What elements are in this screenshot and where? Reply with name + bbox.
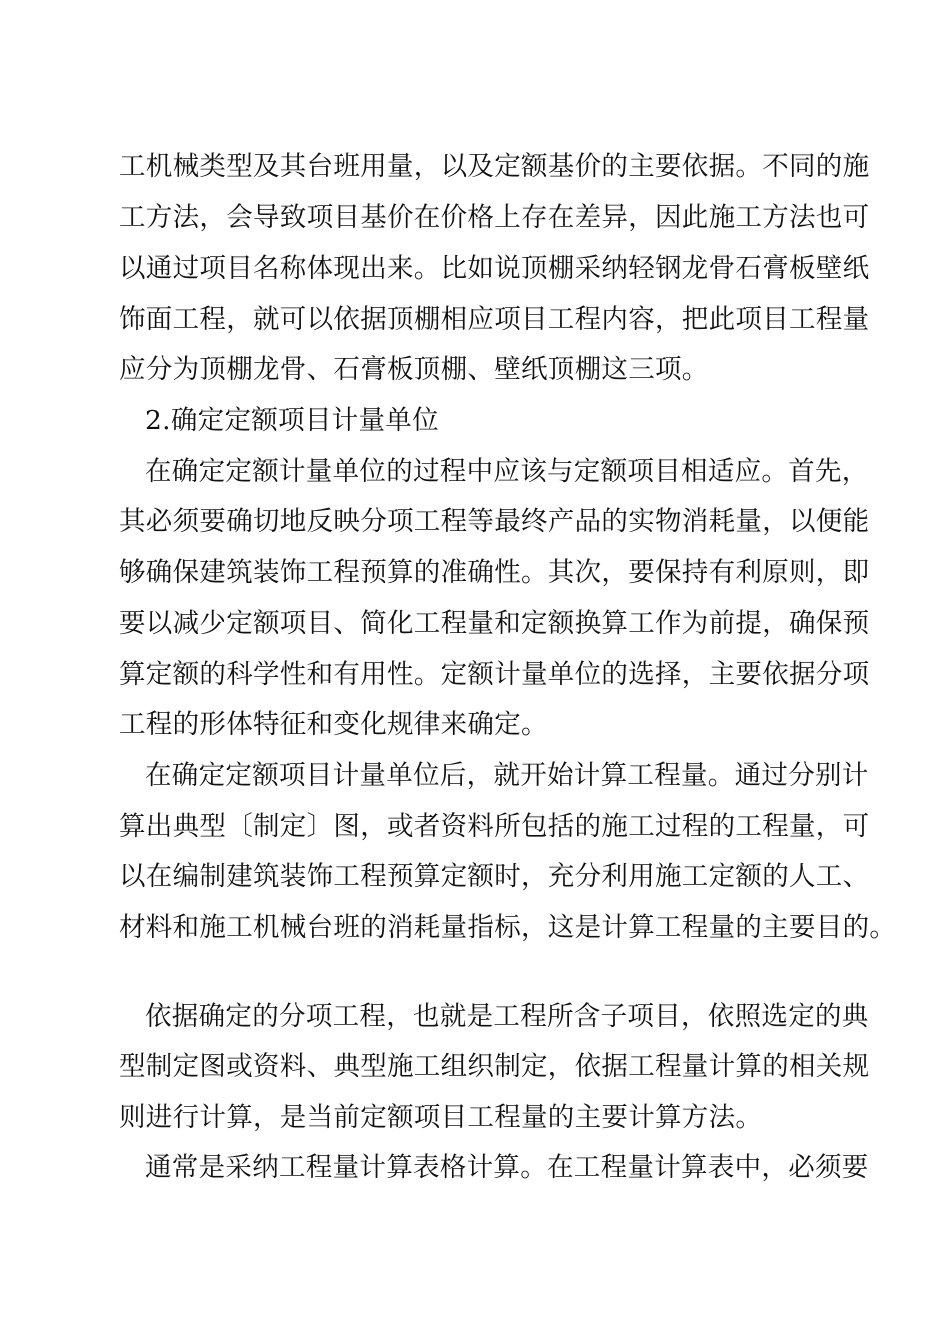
text-line: 以通过项目名称体现出来。比如说顶棚采纳轻钢龙骨石膏板壁纸 [119,253,870,284]
text-line: 在确定定额项目计量单位后，就开始计算工程量。通过分别计 [145,760,869,791]
text-line: 以在编制建筑装饰工程预算定额时，充分利用施工定额的人工、 [119,861,870,892]
text-line: 工程的形体特征和变化规律来确定。 [119,709,548,740]
text-line: 型制定图或资料、典型施工组织制定，依据工程量计算的相关规 [119,1051,870,1082]
text-line: 应分为顶棚龙骨、石膏板顶棚、壁纸顶棚这三项。 [119,354,709,385]
text-line: 要以减少定额项目、简化工程量和定额换算工作为前提，确保预 [119,608,870,639]
text-line: 材料和施工机械台班的消耗量指标，这是计算工程量的主要目的。 [119,912,897,943]
text-line: 算出典型〔制定〕图，或者资料所包括的施工过程的工程量，可 [119,811,870,842]
text-line: 依据确定的分项工程，也就是工程所含子项目，依照选定的典 [145,1001,869,1032]
text-line: 够确保建筑装饰工程预算的准确性。其次，要保持有利原则，即 [119,557,870,588]
text-line: 在确定定额计量单位的过程中应该与定额项目相适应。首先， [145,456,869,487]
section-heading: 2.确定定额项目计量单位 [145,405,439,436]
text-line: 则进行计算，是当前定额项目工程量的主要计算方法。 [119,1102,763,1133]
text-line: 算定额的科学性和有用性。定额计量单位的选择，主要依据分项 [119,659,870,690]
text-line: 工机械类型及其台班用量，以及定额基价的主要依据。不同的施 [119,151,870,182]
text-line: 其必须要确切地反映分项工程等最终产品的实物消耗量，以便能 [119,506,870,537]
text-line: 饰面工程，就可以依据顶棚相应项目工程内容，把此项目工程量 [119,304,870,335]
text-line: 通常是采纳工程量计算表格计算。在工程量计算表中，必须要 [145,1152,869,1183]
text-line: 工方法，会导致项目基价在价格上存在差异，因此施工方法也可 [119,202,870,233]
